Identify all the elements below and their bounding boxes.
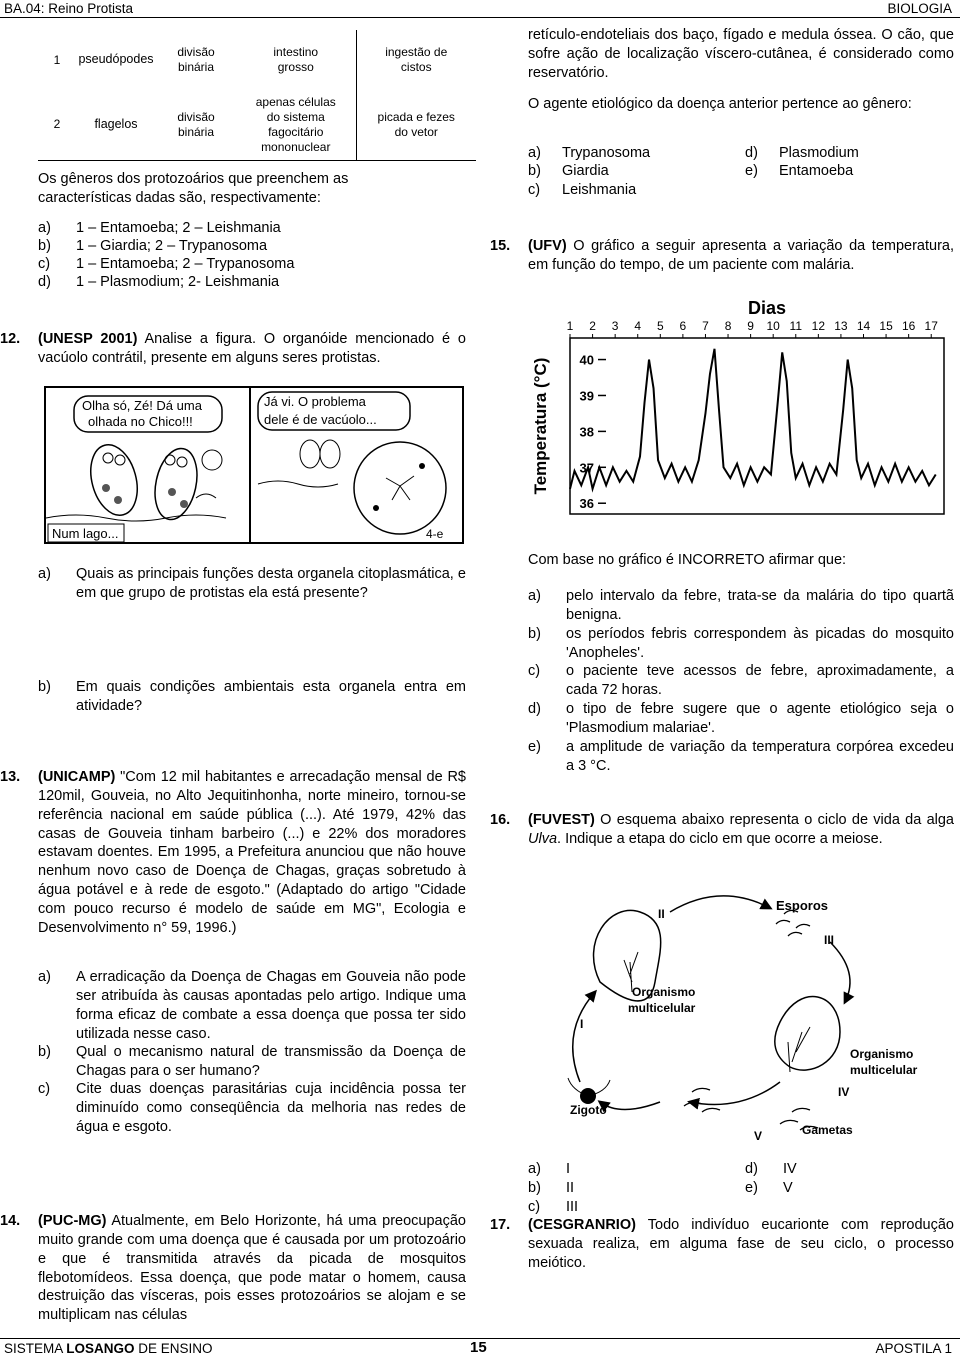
q13: 13. (UNICAMP) "Com 12 mil habitantes e arrecadação mensal de R$ 120mil, Gouveia, no Alto Jequitinhonha, norte mineiro, tornou-se referência nacional em saúde pública (...). Até 1979, 42% das casas de Gouveia tinham barbeiro (...) e 22% dos moradores estavam doentes. Em 1995, a Prefeitura anunciou que não houve nenhum novo caso de Doença de Chagas, graças sobretudo à água potável e à rede de esgoto." (Adaptado do artigo "Cidade com pouco recurso é modelo de saúde em MG", Ecologia e Desenvolvimento n° 59, 1996.) [0,769,466,936]
q14-option: b) Giardia [528,163,609,179]
q11-option: a) 1 – Entamoeba; 2 – Leishmania [38,220,281,236]
label-stage-i: I [580,1017,584,1031]
footer-system: SISTEMA LOSANGO DE ENSINO [4,1341,213,1355]
q14-text: (PUC-MG) Atualmente, em Belo Horizonte, há uma preocupação muito grande com uma doença que é causada por um protozoário e que é transmitida através da picada de mosquitos flebotomídeos. Essa doença, que pode matar o homem, causa destruição das vísceras, pois esses protozoários se alojam e se multiplicam nas células [38,1213,466,1324]
x-tick-label: 1 [566,319,574,333]
temperature-chart [528,298,948,518]
x-tick-label: 7 [702,319,709,333]
q13-a: a) A erradicação da Doença de Chagas em Gouveia não pode ser atribuída às causas apontadas pelo artigo. Indique uma forma eficaz de combate a essa doença que possa ter sido utilizada nesse caso. [38,969,466,1042]
label-multicelular: multicelular [628,1001,696,1015]
speech-bubble-text: Olha só, Zé! Dá uma [82,398,202,413]
q12-a: a) Quais as principais funções desta organela citoplasmática, e em que grupo de protistas ela está presente? [38,566,466,601]
q17-text: (CESGRANRIO) Todo indivíduo eucarionte com reprodução sexuada realiza, em alguma fase de seu ciclo, o processo meiótico. [528,1217,954,1271]
table-cell: 1 [53,52,61,67]
q13-c: c) Cite duas doenças parasitárias cuja incidência possa ter diminuído como conseqüência da melhoria nas redes de água e esgoto. [38,1081,466,1135]
q12: 12. (UNESP 2001) Analise a figura. O organóide mencionado é o vacúolo contrátil, presente em alguns seres protistas. [0,331,466,366]
plot-frame [570,338,944,514]
q15-option: b) os períodos febris correspondem às picadas do mosquito 'Anopheles'. [528,626,954,661]
cartoon-drawing [46,388,462,542]
q14-question: O agente etiológico da doença anterior pertence ao gênero: [528,96,912,112]
ulva-cycle-diagram [540,882,920,1144]
q14-option: e) Entamoeba [745,163,854,179]
label-esporos: Esporos [776,898,829,913]
table-cell: ingestão de cistos [356,30,476,90]
table-row [38,90,476,160]
q15-option: a) pelo intervalo da febre, trata-se da malária do tipo quartã benigna. [528,588,954,623]
header-title: BA.04: Reino Protista [4,1,134,16]
vacuole-cartoon [44,386,464,544]
y-axis-label: Temperatura (°C) [531,357,550,495]
page-footer [0,1338,960,1355]
q11-option: b) 1 – Giardia; 2 – Trypanosoma [38,238,268,254]
y-tick-label: 36 [579,496,594,512]
y-tick-label: 40 [579,352,594,368]
temperature-series-line [570,349,936,489]
q11-option: c) 1 – Entamoeba; 2 – Trypanosoma [38,256,295,272]
table-cell: flagelos [76,90,156,160]
q13-b: b) Qual o mecanismo natural de transmissão da Doença de Chagas para o ser humano? [38,1044,466,1079]
speech-bubble-text: Já vi. O problema [264,394,366,409]
q11-stem: Os gêneros dos protozoários que preenchem as características dadas são, respectivamente: [38,171,349,206]
label-multicelular: multicelular [850,1063,918,1077]
q14-option: a) Trypanosoma [528,145,651,161]
footer-apostila: APOSTILA 1 [875,1341,952,1355]
q16-option: b) II [528,1180,575,1196]
label-gametas: Gametas [802,1123,853,1137]
q15-stem: Com base no gráfico é INCORRETO afirmar que: [528,552,847,568]
q15-option: c) o paciente teve acessos de febre, aproximadamente, a cada 72 horas. [528,663,954,698]
cycle-svg [540,882,920,1144]
protozoa-table [38,30,476,161]
x-tick-label: 8 [724,319,732,333]
table-cell: divisão binária [177,45,215,74]
x-tick-label: 14 [856,319,871,333]
label-stage-iv: IV [838,1085,850,1099]
table-row [38,30,476,90]
label-stage-iii: III [824,933,835,947]
x-tick-label: 10 [766,319,780,333]
speech-bubble-text: olhada no Chico!!! [88,414,193,429]
x-tick-label: 6 [679,319,687,333]
q15-option: e) a amplitude de variação da temperatura corpórea excedeu a 3 °C. [528,739,954,774]
q12-b: b) Em quais condições ambientais esta organela entra em atividade? [38,679,466,714]
table-cell: divisão binária [156,90,236,160]
q13-text: (UNICAMP) "Com 12 mil habitantes e arrecadação mensal de R$ 120mil, Gouveia, no Alto Jequitinhonha, norte mineiro, tornou-se referência nacional em saúde pública (...). Até 1979, 42% das casas de Gouveia tinham barbeiro (...) e 22% dos moradores estavam doentes. Em 1995, a Prefeitura anunciou que não houve nenhum novo caso de Doença de Chagas, graças sobretudo à água potável e à rede de esgoto." (Adaptado do artigo "Cidade com pouco recurso é modelo de saúde em MG", Ecologia e Desenvolvimento n° 59, 1996.) [38,769,466,936]
q16-text: (FUVEST) O esquema abaixo representa o ciclo de vida da alga Ulva. Indique a etapa do ciclo em que ocorre a meiose. [528,812,954,847]
q16: 16. (FUVEST) O esquema abaixo representa o ciclo de vida da alga Ulva. Indique a etapa do ciclo em que ocorre a meiose. [490,812,954,847]
q12-text: (UNESP 2001) Analise a figura. O organóide mencionado é o vacúolo contrátil, presente em alguns seres protistas. [38,331,466,366]
label-stage-v: V [754,1129,763,1143]
q16-option: e) V [745,1180,793,1196]
x-tick-label: 16 [901,319,916,333]
x-tick-label: 2 [589,319,596,333]
chart-svg [528,298,948,518]
chart-title: Dias [747,298,787,318]
label-stage-ii: II [658,907,665,921]
label-zigoto: Zigoto [570,1103,607,1117]
q15-option: d) o tipo de febre sugere que o agente etiológico seja o 'Plasmodium malariae'. [528,701,954,736]
table-cell: apenas células do sistema fagocitário mononuclear [236,90,356,160]
x-tick-label: 9 [747,319,754,333]
q16-option: d) IV [745,1161,797,1177]
page-header [0,0,960,18]
y-tick-label: 38 [579,424,594,440]
y-tick-label: 37 [579,460,594,476]
x-tick-label: 17 [924,319,938,333]
label-organismo: Organismo [632,985,696,999]
q16-option: c) III [528,1199,579,1215]
page-number: 15 [470,1339,487,1355]
table-cell: intestino grosso [273,45,319,74]
q15-text: (UFV) O gráfico a seguir apresenta a variação da temperatura, em função do tempo, de um paciente com malária. [528,238,954,273]
table-cell: picada e fezes do vetor [356,90,476,160]
x-tick-label: 12 [811,319,826,333]
q11-option: d) 1 – Plasmodium; 2- Leishmania [38,274,280,290]
header-subject: BIOLOGIA [887,1,952,16]
speech-bubble-text: dele é de vacúolo... [264,412,377,427]
x-tick-label: 5 [656,319,664,333]
q14: 14. (PUC-MG) Atualmente, em Belo Horizonte, há uma preocupação muito grande com uma doença que é causada por um protozoário e que é transmitida através da picada de mosquitos flebotomídeos. Essa doença, que pode matar o homem, causa destruição das vísceras, pois esses protozoários se alojam e se multiplicam nas células [0,1213,466,1324]
q14-option: d) Plasmodium [745,145,859,161]
x-tick-label: 4 [634,319,642,333]
q14-option: c) Leishmania [528,182,637,198]
q15: 15. (UFV) O gráfico a seguir apresenta a variação da temperatura, em função do tempo, de um paciente com malária. [490,238,954,273]
cartoon-signature: 4-e [426,527,444,541]
cartoon-caption: Num lago... [52,526,119,541]
x-tick-label: 11 [789,319,803,333]
q14-continuation: retículo-endoteliais dos baço, fígado e medula óssea. O cão, que sofre ação de localização víscero-cutânea, é considerado como reservatório. [528,27,954,81]
x-tick-label: 15 [879,319,893,333]
x-tick-label: 3 [611,319,619,333]
table-cell: pseudópodes [78,52,154,67]
table-cell: 2 [38,90,76,160]
q17: 17. (CESGRANRIO) Todo indivíduo eucarionte com reprodução sexuada realiza, em alguma fase de seu ciclo, o processo meiótico. [490,1217,954,1271]
x-tick-label: 13 [834,319,848,333]
label-organismo: Organismo [850,1047,914,1061]
q16-option: a) I [528,1161,571,1177]
y-tick-label: 39 [579,388,594,404]
